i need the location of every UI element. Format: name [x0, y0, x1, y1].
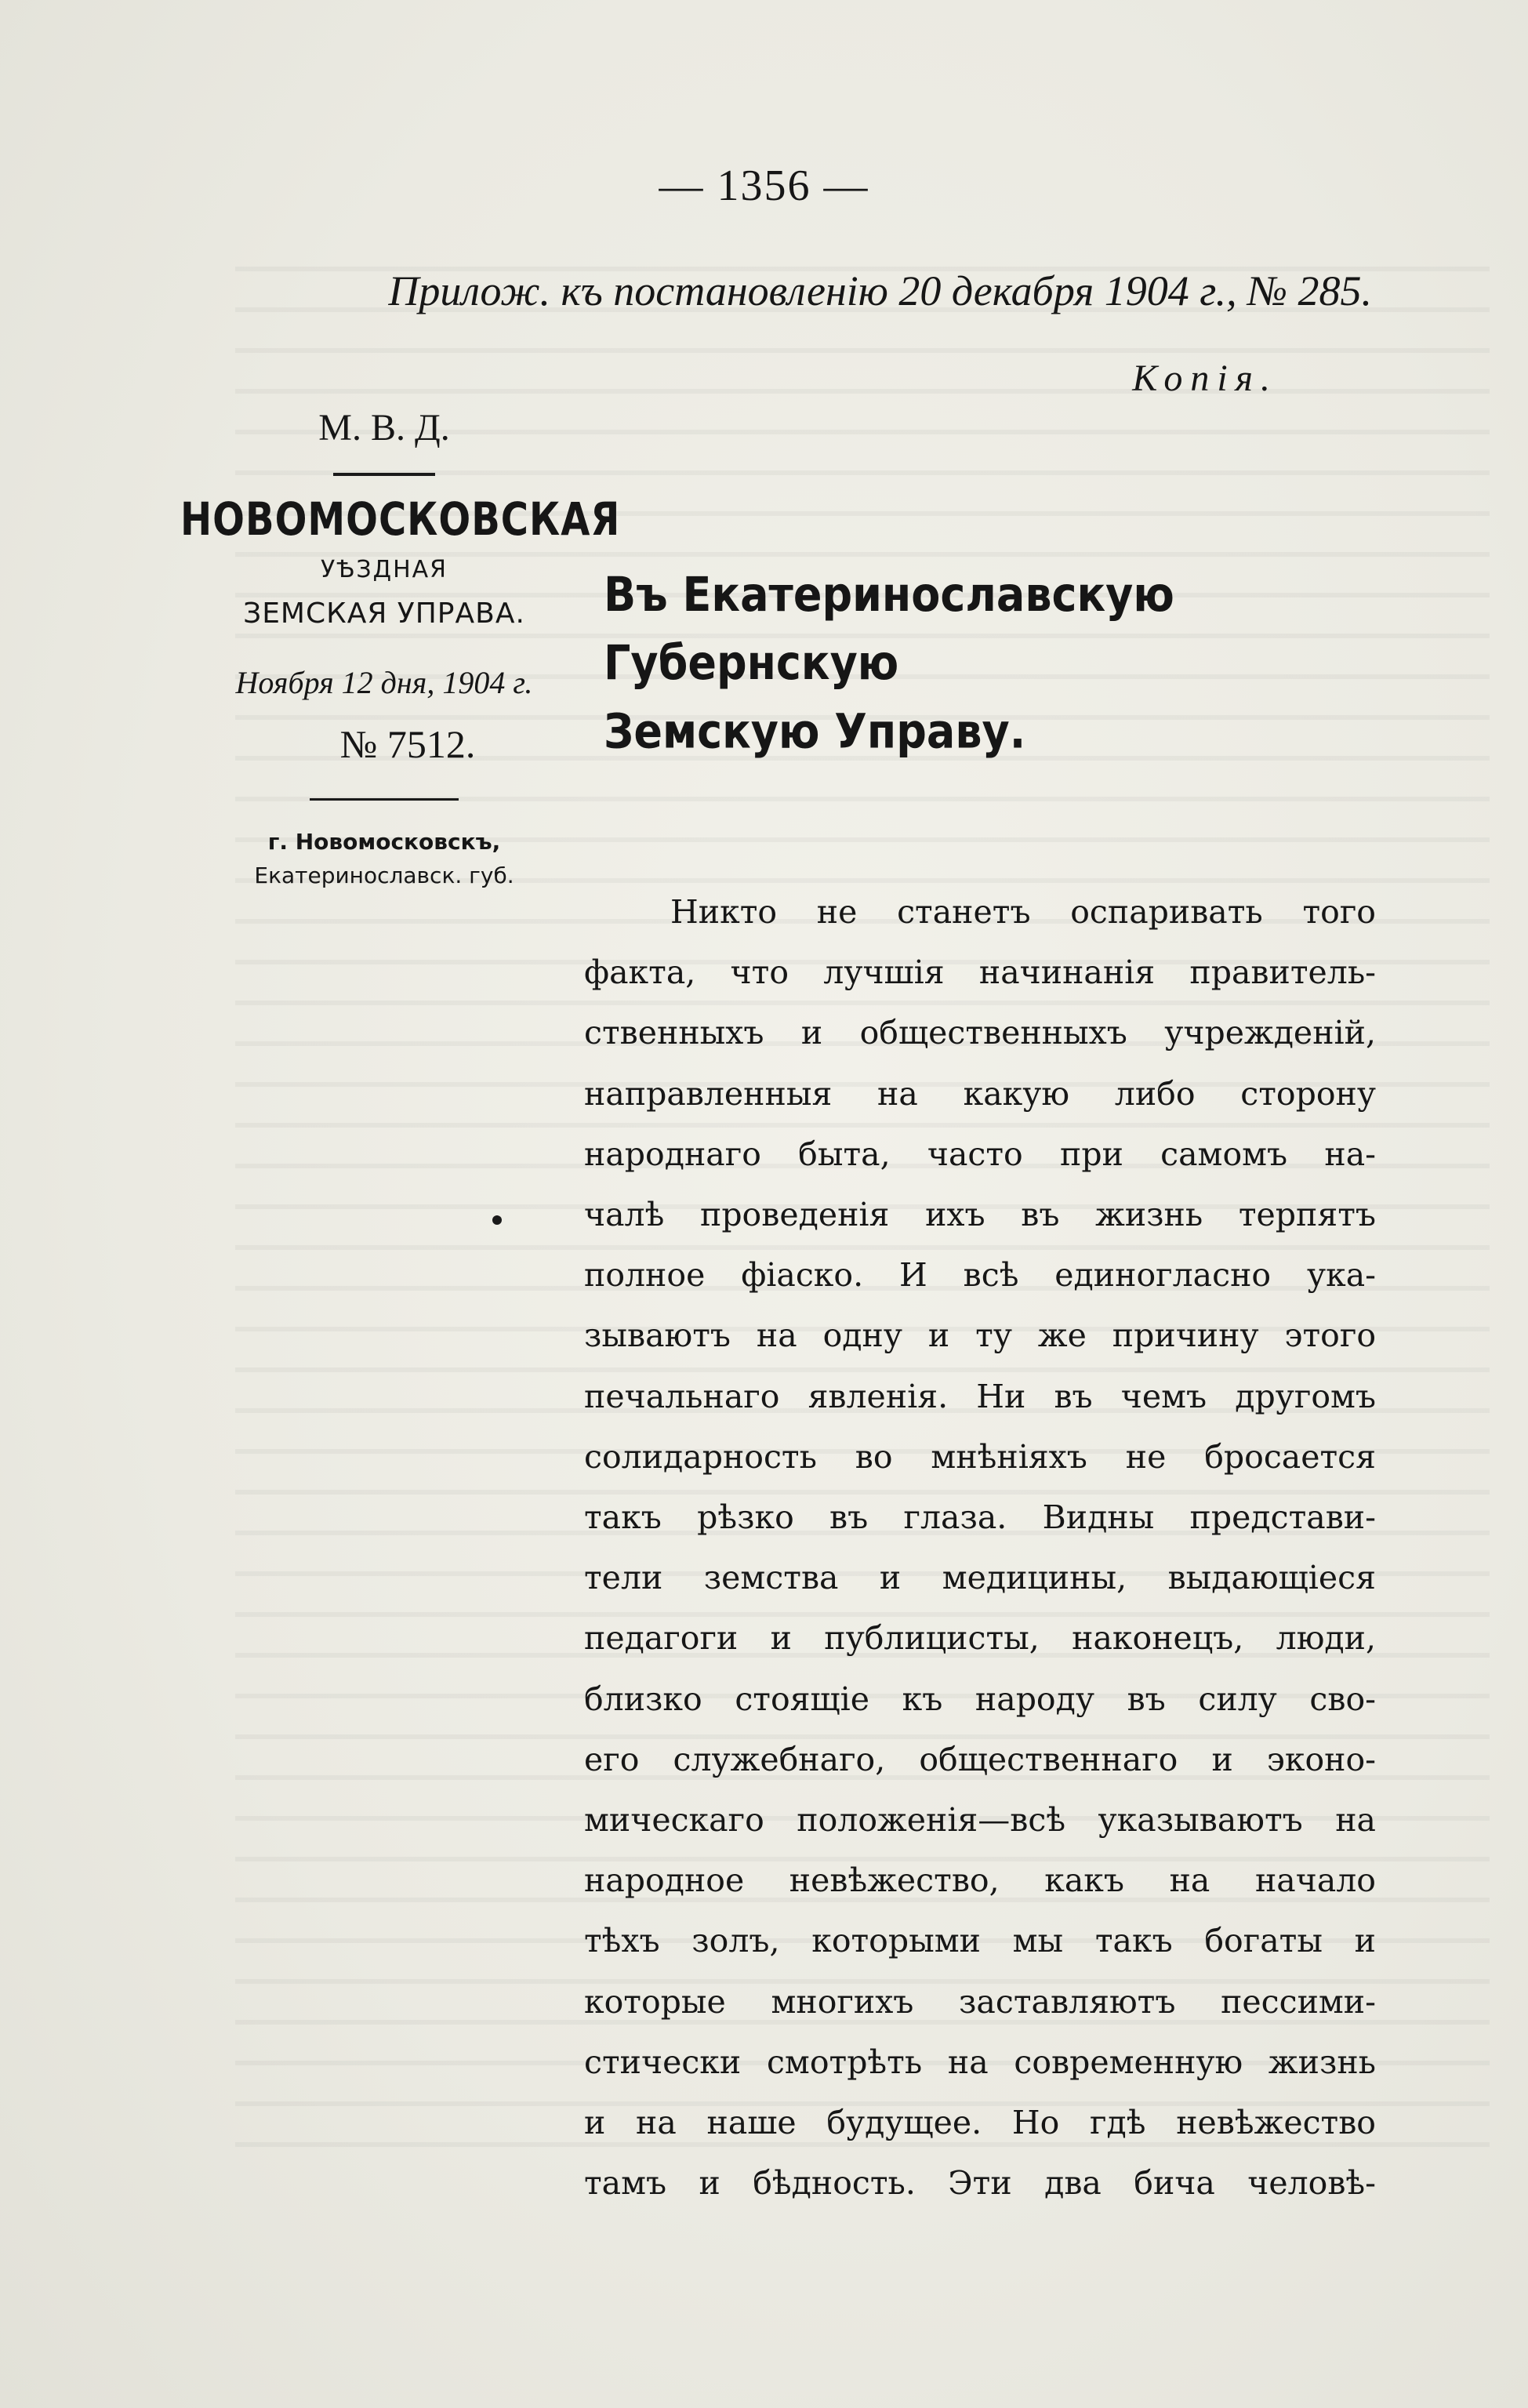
organization-district: УѢЗДНАЯ [321, 556, 448, 583]
body-line: печальнаго явленія. Ни въ чемъ другомъ [584, 1377, 1376, 1415]
ministry-label: М. В. Д. [318, 407, 450, 449]
letter-body [584, 882, 1376, 2214]
body-line: чалѣ проведенія ихъ въ жизнь терпятъ [584, 1196, 1376, 1234]
document-number: № 7512. [339, 722, 476, 766]
appendix-note: Прилож. къ постановленію 20 декабря 1904 г., № 285. [388, 267, 1372, 314]
addressee [604, 561, 1396, 766]
letterhead [180, 400, 621, 888]
document-date: Ноября 12 дня, 1904 г. [235, 665, 533, 700]
body-line: зываютъ на одну и ту же причину этого [584, 1317, 1376, 1355]
body-line: полное фіаско. И всѣ единогласно ука- [584, 1256, 1376, 1295]
body-line: его служебнаго, общественнаго и эконо- [584, 1740, 1376, 1778]
body-line: солидарность во мнѣніяхъ не бросается [584, 1437, 1376, 1476]
body-line: такъ рѣзко въ глаза. Видны представи- [584, 1498, 1376, 1537]
body-line: стически смотрѣть на современную жизнь [584, 2043, 1376, 2081]
addressee-line: Земскую Управу. [604, 703, 1026, 760]
body-line: тѣхъ золъ, которыми мы такъ богаты и [584, 1922, 1376, 1960]
body-line: тамъ и бѣдность. Эти два бича человѣ- [584, 2164, 1376, 2203]
organization-type: ЗЕМСКАЯ УПРАВА. [243, 597, 525, 630]
place-city: г. Новомосковскъ, [267, 829, 501, 855]
body-line: и на наше будущее. Но гдѣ невѣжество [584, 2104, 1376, 2142]
body-line: тели земства и медицины, выдающіеся [584, 1559, 1376, 1597]
body-line: ственныхъ и общественныхъ учрежденій, [584, 1014, 1376, 1052]
body-line: Никто не станетъ оспаривать того [670, 893, 1376, 931]
body-line: близко стоящіе къ народу въ силу сво- [584, 1680, 1376, 1718]
body-line: мическаго положенія—всѣ указываютъ на [584, 1801, 1376, 1840]
body-line: народное невѣжество, какъ на начало [584, 1861, 1376, 1900]
organization-name: НОВОМОСКОВСКАЯ [180, 493, 621, 547]
body-line: направленныя на какую либо сторону [584, 1074, 1376, 1113]
place-province: Екатеринославск. губ. [254, 863, 514, 888]
body-line: педагоги и публицисты, наконецъ, люди, [584, 1619, 1376, 1658]
body-line: народнаго быта, часто при самомъ на- [584, 1135, 1376, 1173]
copy-label: Копія. [1132, 358, 1278, 399]
body-line: факта, что лучшія начинанія правитель- [584, 953, 1376, 992]
page-number: — 1356 — [659, 162, 869, 210]
body-line: которые многихъ заставляютъ пессими- [584, 1982, 1376, 2021]
addressee-line: Въ Екатеринославскую Губернскую [604, 566, 1174, 691]
marginal-dot [492, 1215, 502, 1225]
letterhead-rule [333, 473, 435, 476]
letterhead-rule-lower [310, 798, 459, 801]
